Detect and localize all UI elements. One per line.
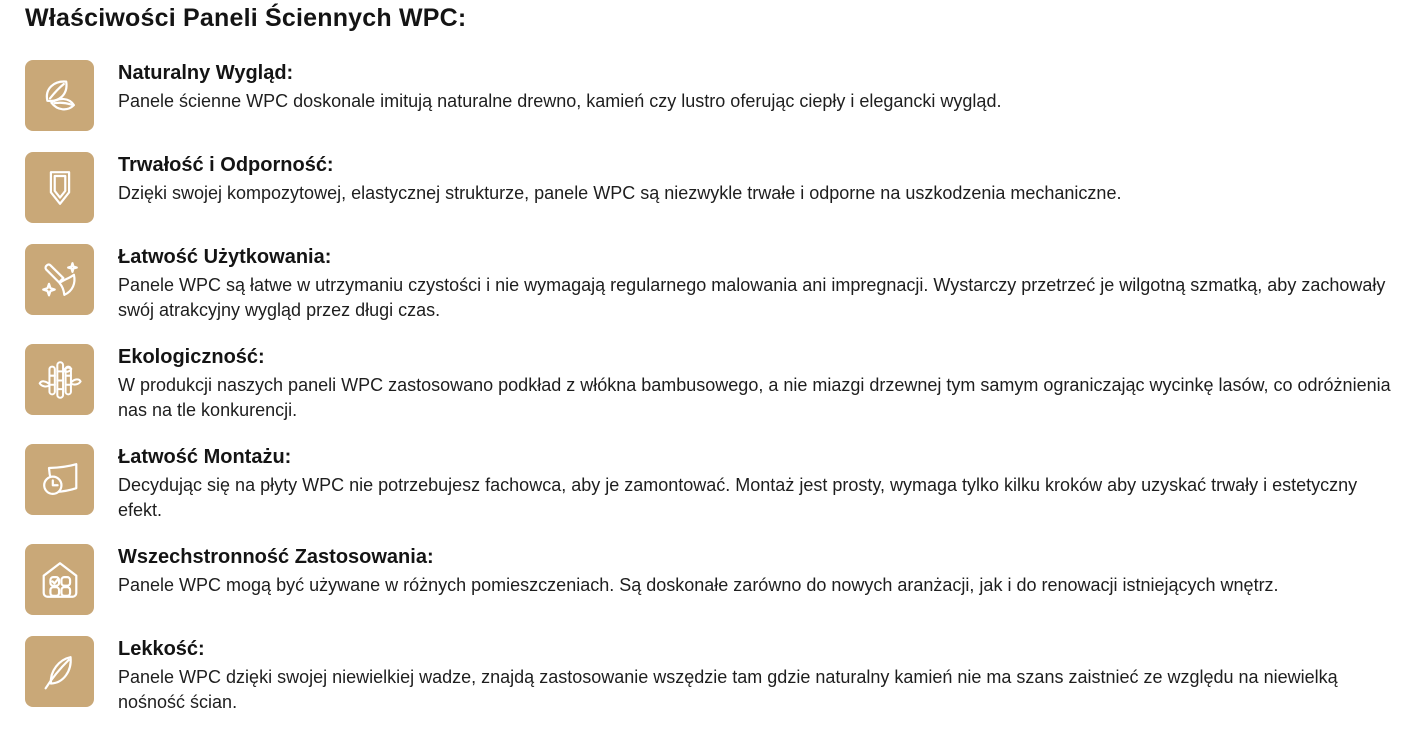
feature-text bbox=[118, 636, 1395, 715]
feature-description: Panele ścienne WPC doskonale imitują naturalne drewno, kamień czy lustro oferując ciepły i elegancki wygląd. bbox=[118, 91, 1002, 111]
feature-text bbox=[118, 444, 1395, 523]
leaf-icon bbox=[25, 60, 94, 131]
feature-heading: Ekologiczność: bbox=[118, 346, 265, 368]
feature-item bbox=[25, 544, 1395, 615]
feature-text bbox=[118, 544, 1395, 598]
feature-heading: Wszechstronność Zastosowania: bbox=[118, 546, 434, 568]
feature-item bbox=[25, 344, 1395, 423]
feature-heading: Łatwość Montażu: bbox=[118, 446, 292, 468]
feature-text bbox=[118, 244, 1395, 323]
panel-clock-icon bbox=[25, 444, 94, 515]
feature-item bbox=[25, 444, 1395, 523]
shield-icon bbox=[25, 152, 94, 223]
feature-item bbox=[25, 244, 1395, 323]
feature-item bbox=[25, 636, 1395, 715]
features-list bbox=[25, 60, 1395, 715]
feature-text bbox=[118, 344, 1395, 423]
page-title: Właściwości Paneli Ściennych WPC: bbox=[25, 4, 467, 32]
bamboo-icon bbox=[25, 344, 94, 415]
feature-item bbox=[25, 60, 1395, 131]
feature-description: Panele WPC są łatwe w utrzymaniu czystości i nie wymagają regularnego malowania ani impregnacji. Wystarczy przetrzeć je wilgotną szmatką, aby zachowały swój atrakcyjny wygląd przez długi czas. bbox=[118, 275, 1386, 320]
feature-description: Decydując się na płyty WPC nie potrzebujesz fachowca, aby je zamontować. Montaż jest prosty, wymaga tylko kilku kroków aby uzyskać trwały i estetyczny efekt. bbox=[118, 475, 1358, 520]
feature-description: Panele WPC mogą być używane w różnych pomieszczeniach. Są doskonałe zarówno do nowych aranżacji, jak i do renowacji istniejących wnętrz. bbox=[118, 575, 1279, 595]
feature-heading: Lekkość: bbox=[118, 638, 205, 660]
feather-icon bbox=[25, 636, 94, 707]
feature-description: Panele WPC dzięki swojej niewielkiej wadze, znajdą zastosowanie wszędzie tam gdzie naturalny kamień nie ma szans zaistnieć ze względu na niewielką nośność ścian. bbox=[118, 667, 1338, 712]
broom-sparkles-icon bbox=[25, 244, 94, 315]
house-grid-icon bbox=[25, 544, 94, 615]
feature-heading: Łatwość Użytkowania: bbox=[118, 246, 332, 268]
feature-text bbox=[118, 152, 1395, 206]
feature-text bbox=[118, 60, 1395, 114]
feature-item bbox=[25, 152, 1395, 223]
feature-heading: Naturalny Wygląd: bbox=[118, 62, 294, 84]
feature-description: W produkcji naszych paneli WPC zastosowano podkład z włókna bambusowego, a nie miazgi drzewnej tym samym ograniczając wycinkę lasów, co odróżnienia nas na tle konkurencji. bbox=[118, 375, 1391, 420]
feature-heading: Trwałość i Odporność: bbox=[118, 154, 334, 176]
feature-description: Dzięki swojej kompozytowej, elastycznej strukturze, panele WPC są niezwykle trwałe i odporne na uszkodzenia mechaniczne. bbox=[118, 183, 1122, 203]
